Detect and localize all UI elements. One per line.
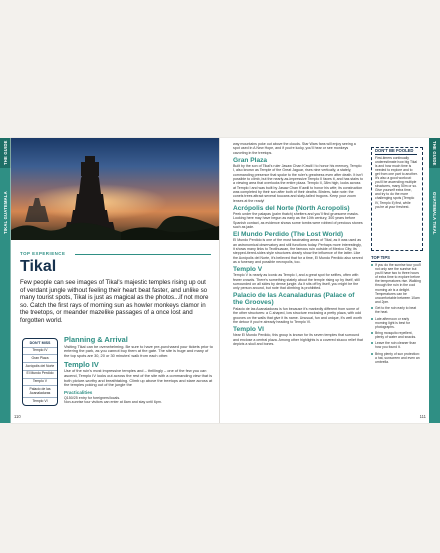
top-tips-title: TOP TIPS — [371, 255, 390, 260]
intro-continued: way mountains poke out above the clouds. Star Wars fans will enjoy seeing a spot used in A New Hope, and if you're lucky, you'll hear or see monkeys cavorting in the treetops. — [233, 142, 356, 155]
page-title: Tikal — [20, 258, 57, 275]
templo-v-heading: Templo V — [233, 265, 263, 273]
left-tab-chapter: THE GUIDE — [3, 140, 8, 166]
top-tip-item: Late afternoon or early morning light is best for photographs. — [371, 317, 421, 329]
top-tip-item: Bring mosquito repellent, plenty of water and snacks. — [371, 331, 421, 339]
planning-heading: Planning & Arrival — [64, 335, 128, 344]
templo-iv-heading: Templo IV — [64, 359, 99, 369]
right-main-column — [233, 142, 363, 348]
intro-paragraph: Few people can see images of Tikal's majestic temples rising up out of verdant jungle without feeling their heart beat faster, and unlike so many tourist spots, Tikal is just as magical as the photos...if not more so. Catch the first rays of morning sun as howler monkeys clamor in the treetops, or meander mazelike passages of a once lost and forgotten world. — [20, 279, 209, 324]
dont-be-fooled-title: DON'T BE FOOLED — [375, 148, 414, 153]
right-tab-chapter: THE GUIDE — [432, 140, 437, 166]
dont-miss-item: Templo V — [23, 378, 57, 386]
top-tips-list — [371, 263, 421, 366]
top-tip-item: Get to the ruin early to beat the heat. — [371, 306, 421, 314]
gran-plaza-heading: Gran Plaza — [233, 156, 268, 164]
acropolis-heading: Acrópolis del Norte (North Acropolis) — [233, 204, 350, 212]
bullet-icon — [371, 307, 373, 309]
left-body-column — [64, 336, 214, 404]
practicalities-line: Non-sunrise tour visitors can enter at 8am and stay until 6pm. — [64, 400, 162, 405]
dont-miss-item: Palacio de las Acanaladuras — [23, 385, 57, 397]
dont-miss-title: DON'T MISS — [29, 341, 51, 345]
right-tab-section: GUATEMALA TIKAL — [432, 191, 437, 235]
top-tip-item: Leave the ruin cleaner than how you found it. — [371, 341, 421, 349]
templo-vi-text: Near El Mundo Perdido, this group is known for its seven temples that surround and enclose a central plaza. Among other highlights is a covered stucco relief that depicts a skull and bones. — [233, 333, 363, 346]
palacio-text: Palacio de las Acanaladuras is fun because it's markedly different from some of the other structures: a C-shaped, low structure enclosing a pretty plaza, with odd grooves on the walls that give it its name. Unusual, fun and unique, it's well worth the detour if you're already heading to Templo VI. — [233, 306, 362, 324]
right-side-tab — [429, 138, 440, 423]
practicalities-line: Q150/25 entry for foreigners/locals. — [64, 395, 121, 400]
mundo-perdido-text: El Mundo Perdido is one of the most fascinating areas of Tikal, as it was used as an astronomical observatory and still functions today. Perhaps more interestingly, it shows many links to Teotihuacan, the famous ruin outside of Mexico City; its stepped-tiered-sides style structures clearly show the influence of the latter. Like the Acrópolis del Norte, it's believed that for a time, El Mundo Perdido also served as a funerary and possible necropolis, too. — [233, 238, 363, 264]
temple-silhouette-icon — [11, 138, 219, 240]
top-tip-item: Bring plenty of sun protection: a hat, sunscreen and even an umbrella. — [371, 352, 421, 364]
dont-miss-item: Acrópolis del Norte — [23, 362, 57, 370]
dont-be-fooled-rule — [375, 154, 417, 155]
right-page — [220, 138, 429, 423]
dont-be-fooled-text: First-timers continually underestimate how big Tikal is and how much time is needed to explore and to get from one part to another. It's also a good workout: you'll be ascending multiple structures, many 50m or so. Give yourself extra time, and try to do the more challenging spots (Templo IV, Templo II) first, while you're at your freshest. — [375, 155, 418, 209]
bullet-icon — [371, 342, 373, 344]
planning-text: Visiting Tikal can be overwhelming. Be sure to have pre-purchased your tickets prior to entering the park, as you cannot buy them at the gate. The site is huge and many of the top spots are 30, 20 or 30 minutes' walk from each other. — [64, 343, 213, 358]
palacio-heading: Palacio de las Acanaladuras (Palace of the Grooves) — [233, 292, 355, 307]
dont-miss-box — [22, 338, 58, 406]
page-number-right: 111 — [419, 414, 426, 419]
acropolis-text: Peek under the palapas (palm thatch) shelters and you'll find gruesome masks. Looking here may have begun as early as the 10th century, 300 years before Spanish contact, as evidence shows some tombs were robbed of precious stones such as jade. — [233, 211, 363, 229]
bullet-icon — [371, 353, 373, 355]
practicalities-heading: Practicalities — [64, 390, 93, 396]
mundo-perdido-heading: El Mundo Perdido (The Lost World) — [233, 230, 344, 238]
dont-miss-item: El Mundo Perdido — [23, 370, 57, 378]
dont-miss-item: Templo IV — [23, 347, 57, 355]
dont-miss-item: Gran Plaza — [23, 354, 57, 362]
page-number-left: 110 — [14, 414, 21, 419]
section-rule — [75, 254, 211, 255]
left-page — [11, 138, 219, 423]
section-label: TOP EXPERIENCE — [20, 251, 66, 256]
bullet-icon — [371, 318, 373, 320]
templo-vi-heading: Templo VI — [233, 325, 265, 333]
bullet-icon — [371, 332, 373, 334]
templo-iv-text: Use of the ruin's most impressive temples and – thrillingly – one of the few you can ascend, Templo IV looks out across the rest of the site with a commanding view that is both picture-worthy and breathtaking. Climb up above the treetops and stare across at the temples poking out of the jungle the — [64, 368, 213, 388]
tikal-temple-photo — [11, 138, 219, 240]
left-tab-section: TIKAL GUATEMALA — [3, 191, 8, 235]
templo-v-text: Templo V is nearly as iconic as Templo I, and a great spot for selfies, often with fewer crowds. There's something stately about the temple rising up by itself, still surrounded on all sides by dense jungle. As it sits off by itself, you might be the only person around, but note that climbing is prohibited. — [233, 273, 360, 291]
dont-miss-item: Templo VI — [23, 397, 57, 405]
top-tip-item: If you do the sunrise tour you'll not only see the sunrise but you'll have two to three hours of extra time to explore before the temperatures rise. Walking through the ruin in the cool morning air is a delight. Temperatures can be uncomfortable between 10am and 2pm. — [371, 263, 421, 304]
left-side-tab — [0, 138, 11, 423]
bullet-icon — [371, 264, 373, 266]
gran-plaza-text: Built by the son of Tikal's ruler Jasaw Chan K'awiil I to honor his memory, Templo I, also known as Temple of the Great Jaguar, rises nine vertically, a stately, commanding presence that spoke to the ruler's greatness even after death. It isn't possible to climb, but the nearly-as-impressive Templo II faces it, and has stairs to a viewing area that overlooks the entire plaza. Templo II, 38m high, looks across at Templo I and was built by Jasaw Chan K'awiil to honor his wife; its construction was completed by their son after both of their deaths. Birders, take note: the conels trees attract several toucans and slaty-tailed trogons. Keep your zoom lenses at the ready! — [233, 163, 363, 203]
top-tips-rule — [371, 261, 421, 262]
